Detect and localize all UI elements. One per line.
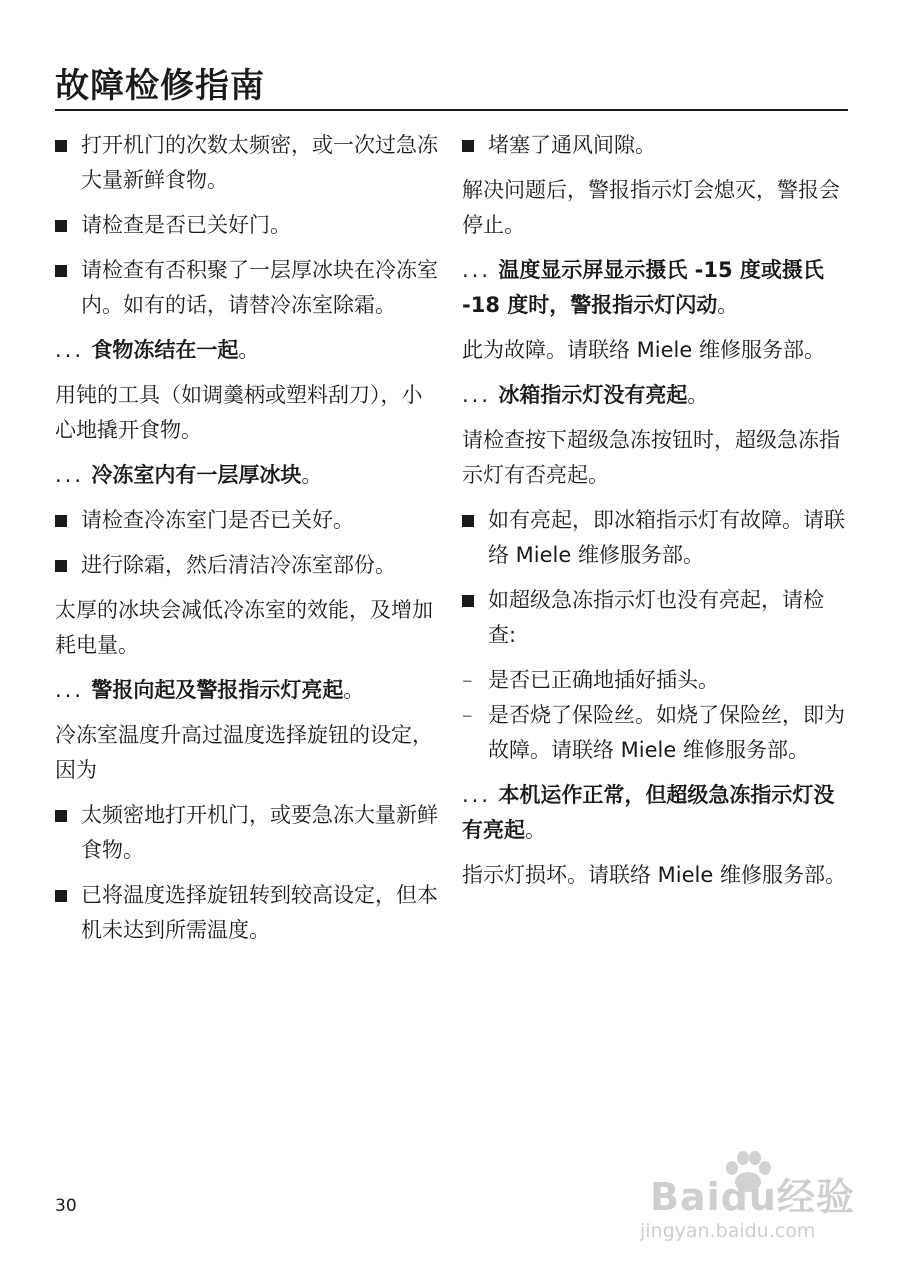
left-column	[55, 128, 438, 958]
square-bullet-icon	[462, 140, 474, 152]
dash-item: – 是否已正确地插好插头。	[462, 663, 849, 698]
section-heading: ... 冷冻室内有一层厚冰块。	[55, 463, 323, 487]
watermark	[630, 1148, 860, 1268]
list-item: 请检查有否积聚了一层厚冰块在冷冻室内。如有的话，请替冷冻室除霜。	[55, 253, 438, 323]
paragraph: 用钝的工具（如调羹柄或塑料刮刀），小心地撬开食物。	[55, 383, 423, 442]
watermark-brand: Baidu经验	[650, 1175, 855, 1219]
square-bullet-icon	[462, 515, 474, 527]
watermark-url: jingyan.baidu.com	[640, 1220, 816, 1242]
square-bullet-icon	[55, 810, 67, 822]
dash-list	[462, 663, 849, 768]
paragraph: 请检查按下超级急冻按钮时，超级急冻指示灯有否亮起。	[462, 428, 840, 487]
title-rule	[55, 109, 848, 111]
page-title: 故障检修指南	[55, 66, 265, 106]
list-item: 请检查冷冻室门是否已关好。	[55, 503, 438, 538]
square-bullet-icon	[55, 265, 67, 277]
paragraph: 此为故障。请联络 Miele 维修服务部。	[462, 338, 825, 362]
paragraph: 指示灯损坏。请联络 Miele 维修服务部。	[462, 863, 846, 887]
dash-icon: –	[462, 668, 473, 692]
square-bullet-icon	[462, 595, 474, 607]
section-heading: ... 温度显示屏显示摄氏 -15 度或摄氏 -18 度时，警报指示灯闪动。	[462, 258, 824, 317]
list-item: 已将温度选择旋钮转到较高设定，但本机未达到所需温度。	[55, 878, 438, 948]
paragraph: 太厚的冰块会减低冷冻室的效能，及增加耗电量。	[55, 598, 433, 657]
list-item: 请检查是否已关好门。	[55, 208, 438, 243]
square-bullet-icon	[55, 220, 67, 232]
section-heading: ... 冰箱指示灯没有亮起。	[462, 383, 709, 407]
right-column	[462, 128, 849, 903]
list-item: 太频密地打开机门，或要急冻大量新鲜食物。	[55, 798, 438, 868]
list-item: 如超级急冻指示灯也没有亮起，请检查:	[462, 583, 849, 653]
dash-item: – 是否烧了保险丝。如烧了保险丝，即为故障。请联络 Miele 维修服务部。	[462, 698, 849, 768]
square-bullet-icon	[55, 515, 67, 527]
list-item: 堵塞了通风间隙。	[462, 128, 849, 163]
section-heading: ... 本机运作正常，但超级急冻指示灯没有亮起。	[462, 783, 835, 842]
paragraph: 解决问题后，警报指示灯会熄灭，警报会停止。	[462, 178, 840, 237]
section-heading: ... 警报向起及警报指示灯亮起。	[55, 678, 365, 702]
list-item: 打开机门的次数太频密，或一次过急冻大量新鲜食物。	[55, 128, 438, 198]
square-bullet-icon	[55, 560, 67, 572]
page-number: 30	[55, 1196, 77, 1216]
list-item: 如有亮起，即冰箱指示灯有故障。请联络 Miele 维修服务部。	[462, 503, 849, 573]
square-bullet-icon	[55, 890, 67, 902]
paragraph: 冷冻室温度升高过温度选择旋钮的设定，因为	[55, 723, 433, 782]
section-heading: ... 食物冻结在一起。	[55, 338, 260, 362]
square-bullet-icon	[55, 140, 67, 152]
dash-icon: –	[462, 703, 473, 727]
list-item: 进行除霜，然后清洁冷冻室部份。	[55, 548, 438, 583]
